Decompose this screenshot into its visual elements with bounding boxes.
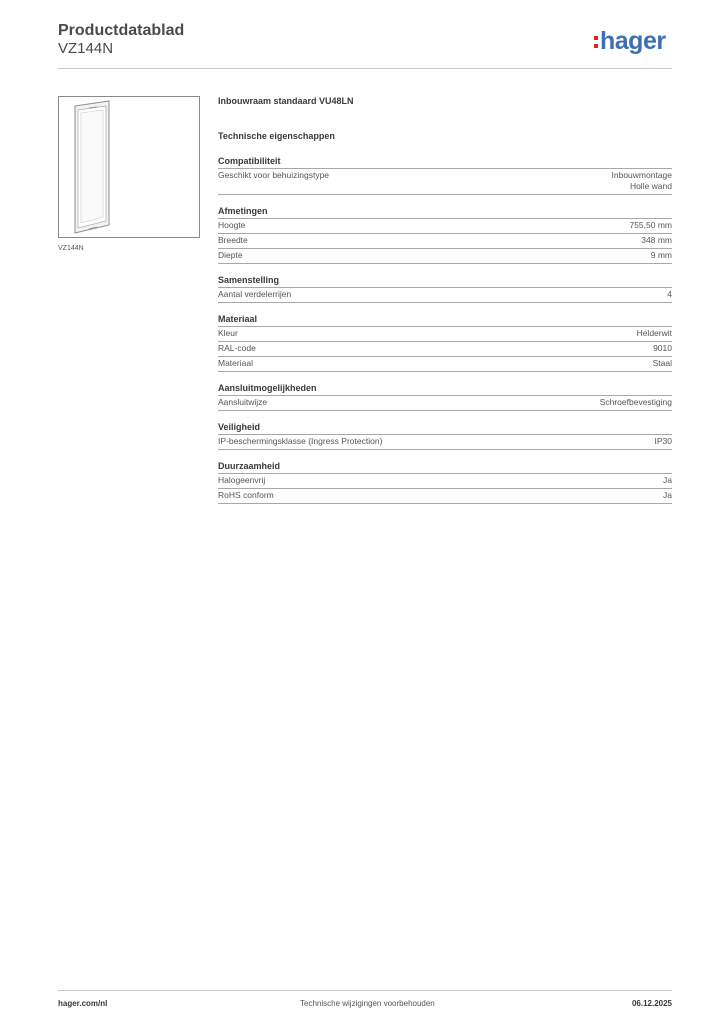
image-caption: VZ144N <box>58 245 84 252</box>
section-title: Duurzaamheid <box>218 460 672 474</box>
spec-label: RAL-code <box>218 343 256 353</box>
spec-value: Staal <box>652 358 672 368</box>
spec-row <box>218 474 672 489</box>
spec-value: 9 mm <box>650 250 672 260</box>
spec-label: Breedte <box>218 235 248 245</box>
spec-row <box>218 342 672 357</box>
spec-value: 9010 <box>653 343 672 353</box>
spec-row <box>218 219 672 234</box>
spec-value: Ja <box>663 490 672 500</box>
spec-row <box>218 396 672 411</box>
spec-section <box>218 460 672 504</box>
spec-label: Aansluitwijze <box>218 397 268 407</box>
section-title: Samenstelling <box>218 274 672 288</box>
spec-value: 348 mm <box>641 235 672 245</box>
logo-dots-icon <box>594 36 598 48</box>
spec-label: IP-beschermingsklasse (Ingress Protection) <box>218 436 383 446</box>
spec-value: Schroefbevestiging <box>599 397 672 407</box>
section-title: Veiligheid <box>218 421 672 435</box>
spec-row <box>218 489 672 504</box>
website-link[interactable]: hager.com/nl <box>58 999 108 1008</box>
product-name: Inbouwraam standaard VU48LN <box>218 96 354 106</box>
spec-value: Ja <box>663 475 672 485</box>
spec-label: Aantal verdelerrijen <box>218 289 292 299</box>
spec-label: RoHS conform <box>218 490 274 500</box>
spec-label: Diepte <box>218 250 243 260</box>
spec-label: Halogeenvrij <box>218 475 266 485</box>
product-code: VZ144N <box>58 40 114 57</box>
section-title: Materiaal <box>218 313 672 327</box>
spec-value: 755,50 mm <box>629 220 672 230</box>
footer-notice: Technische wijzigingen voorbehouden <box>300 999 435 1008</box>
spec-label: Geschikt voor behuizingstype <box>218 170 330 180</box>
section-title: Compatibiliteit <box>218 155 672 169</box>
spec-value: 4 <box>667 289 672 299</box>
hager-logo <box>594 26 666 56</box>
header-divider <box>58 68 672 69</box>
page-title: Productdatablad <box>58 22 185 39</box>
spec-label: Kleur <box>218 328 238 338</box>
section-title: Afmetingen <box>218 205 672 219</box>
product-image <box>58 96 200 238</box>
spec-section <box>218 205 672 264</box>
spec-row <box>218 327 672 342</box>
section-title: Aansluitmogelijkheden <box>218 382 672 396</box>
logo-wordmark: hager <box>600 26 666 55</box>
spec-section <box>218 155 672 195</box>
spec-table <box>218 155 672 514</box>
spec-label: Materiaal <box>218 358 253 368</box>
spec-row <box>218 357 672 372</box>
spec-row <box>218 169 672 195</box>
spec-value: Helderwit <box>636 328 672 338</box>
spec-section <box>218 421 672 450</box>
spec-label: Hoogte <box>218 220 246 230</box>
spec-section <box>218 382 672 411</box>
spec-row <box>218 234 672 249</box>
footer-divider <box>58 990 672 991</box>
spec-row <box>218 288 672 303</box>
spec-section <box>218 274 672 303</box>
tech-properties-heading: Technische eigenschappen <box>218 131 335 141</box>
spec-value: IP30 <box>654 436 672 446</box>
frame-illustration-icon <box>59 97 199 237</box>
spec-section <box>218 313 672 372</box>
spec-row <box>218 249 672 264</box>
spec-value: Inbouwmontage Holle wand <box>611 170 672 191</box>
document-date: 06.12.2025 <box>631 999 672 1008</box>
spec-row <box>218 435 672 450</box>
